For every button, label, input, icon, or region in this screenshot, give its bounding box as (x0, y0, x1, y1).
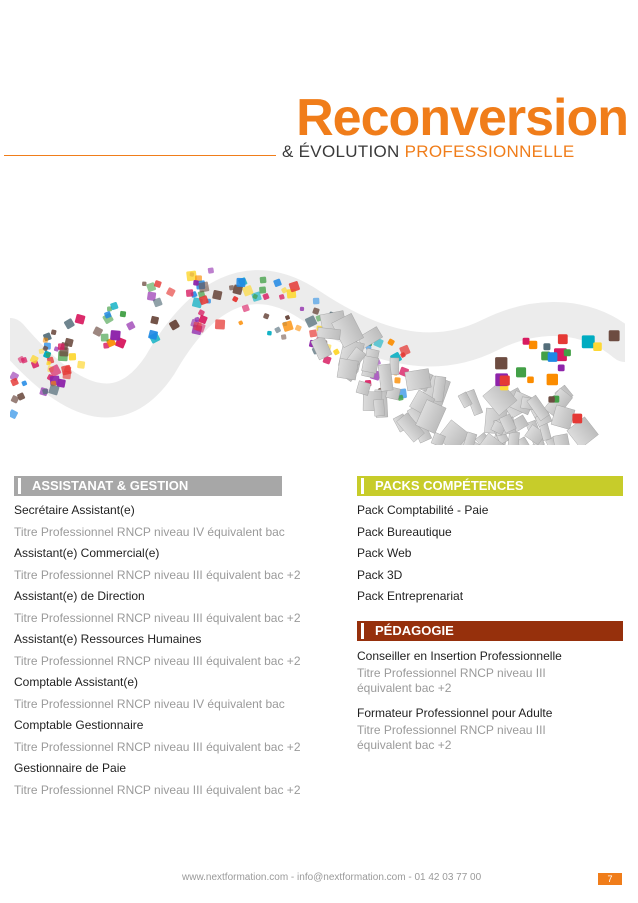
app-icon (64, 318, 76, 330)
list-item-detail (357, 723, 619, 753)
app-icon (295, 324, 302, 331)
section-header-packs: PACKS COMPÉTENCES (357, 476, 623, 496)
app-icon (281, 334, 287, 340)
app-icon (10, 409, 18, 419)
app-icon (193, 280, 199, 286)
app-icon (77, 361, 85, 369)
app-icon (500, 376, 510, 386)
app-icon (110, 330, 121, 341)
app-icon (69, 353, 76, 360)
app-icon (300, 307, 304, 311)
list-item-detail: Titre Professionnel RNCP niveau III équivalent bac +2 (14, 610, 301, 625)
app-icon (43, 337, 49, 343)
paper-sheet (317, 327, 341, 339)
app-icon (313, 298, 320, 305)
list-item-title: Secrétaire Assistant(e) (14, 503, 135, 517)
page-title: Reconversion (296, 89, 628, 147)
app-icon (126, 321, 136, 331)
footer-contact: www.nextformation.com - info@nextformation.com - 01 42 03 77 00 (182, 872, 482, 883)
paper-sheet (362, 356, 379, 374)
app-icon (564, 349, 571, 356)
app-icon (212, 290, 222, 300)
page-subtitle (282, 142, 574, 162)
app-icon (558, 365, 565, 372)
app-icon (263, 313, 270, 320)
app-icon (21, 380, 27, 386)
paper-sheet (337, 358, 358, 380)
app-icon (609, 330, 620, 341)
app-icon (259, 286, 266, 293)
list-item-title: Gestionnaire de Paie (14, 761, 127, 775)
pedagogie-list (357, 646, 619, 760)
section-header-pedagogie: PÉDAGOGIE (357, 621, 623, 641)
app-icon (193, 322, 202, 331)
detail-line: équivalent bac +2 (357, 738, 452, 752)
app-icon (548, 396, 554, 402)
app-icon (166, 287, 176, 297)
app-icon (58, 343, 65, 350)
app-icon (267, 331, 272, 336)
list-item-title: Formateur Professionnel pour Adulte (357, 706, 553, 720)
list-item-title: Comptable Gestionnaire (14, 718, 144, 732)
app-icon (547, 374, 558, 385)
detail-line: équivalent bac +2 (357, 681, 452, 695)
paper-sheet (373, 399, 384, 416)
app-icon (260, 277, 267, 284)
app-icon (593, 342, 602, 351)
list-item-detail: Titre Professionnel RNCP niveau IV équivalent bac (14, 696, 285, 711)
list-item-detail: Titre Professionnel RNCP niveau IV équivalent bac (14, 524, 285, 539)
app-icon (582, 335, 595, 348)
subtitle-part1: & ÉVOLUTION (282, 142, 400, 161)
detail-line: Titre Professionnel RNCP niveau III (357, 723, 546, 737)
pack-item: Pack Bureautique (357, 524, 452, 539)
app-icon (236, 278, 245, 287)
section-header-assistanat: ASSISTANAT & GESTION (14, 476, 282, 496)
pack-item: Pack Entreprenariat (357, 589, 464, 603)
list-item-detail: Titre Professionnel RNCP niveau III équivalent bac +2 (14, 567, 301, 582)
paper-sheet (405, 369, 431, 391)
page-number: 7 (598, 873, 622, 885)
app-icon (150, 316, 159, 325)
pack-item: Pack Comptabilité - Paie (357, 503, 489, 517)
pack-item: Pack 3D (357, 567, 403, 582)
app-icon (208, 267, 215, 274)
app-icon (333, 348, 340, 355)
app-icon (186, 289, 194, 297)
flying-app-icons-illustration (10, 255, 625, 445)
app-icon (142, 282, 147, 287)
app-icon (285, 315, 291, 321)
app-icon (516, 367, 526, 377)
packs-list (357, 500, 488, 608)
app-icon (572, 414, 582, 424)
app-icon (120, 311, 127, 318)
app-icon (215, 319, 225, 329)
list-item-title: Assistant(e) de Direction (14, 589, 145, 603)
app-icon (75, 314, 86, 325)
list-item-title: Assistant(e) Ressources Humaines (14, 632, 202, 646)
app-icon (309, 329, 317, 337)
app-icon (495, 357, 507, 369)
list-item-detail: Titre Professionnel RNCP niveau III équivalent bac +2 (14, 653, 301, 668)
app-icon (46, 352, 51, 357)
assistanat-list (14, 500, 301, 801)
app-icon (548, 352, 558, 362)
app-icon (101, 334, 109, 342)
app-icon (274, 326, 281, 333)
subtitle-part2: PROFESSIONNELLE (404, 142, 575, 161)
app-icon (529, 341, 537, 349)
paper-sheet (311, 336, 332, 360)
list-item-title: Comptable Assistant(e) (14, 675, 139, 689)
app-icon (39, 348, 45, 354)
list-item-detail: Titre Professionnel RNCP niveau III équivalent bac +2 (14, 739, 301, 754)
list-item-title: Conseiller en Insertion Professionnelle (357, 649, 562, 663)
app-icon (558, 334, 568, 344)
app-icon (198, 281, 209, 292)
app-icon (282, 320, 294, 332)
app-icon (543, 343, 550, 350)
paper-sheet (553, 434, 571, 445)
detail-line: Titre Professionnel RNCP niveau III (357, 666, 546, 680)
list-item-detail (357, 666, 619, 696)
list-item-title: Assistant(e) Commercial(e) (14, 546, 160, 560)
app-icon (51, 329, 57, 335)
list-item-detail: Titre Professionnel RNCP niveau III équivalent bac +2 (14, 782, 301, 797)
app-icon (527, 377, 534, 384)
pack-item: Pack Web (357, 546, 412, 560)
app-icon (238, 320, 243, 325)
app-icon (394, 377, 400, 383)
app-icon (523, 338, 530, 345)
title-divider (4, 155, 276, 156)
